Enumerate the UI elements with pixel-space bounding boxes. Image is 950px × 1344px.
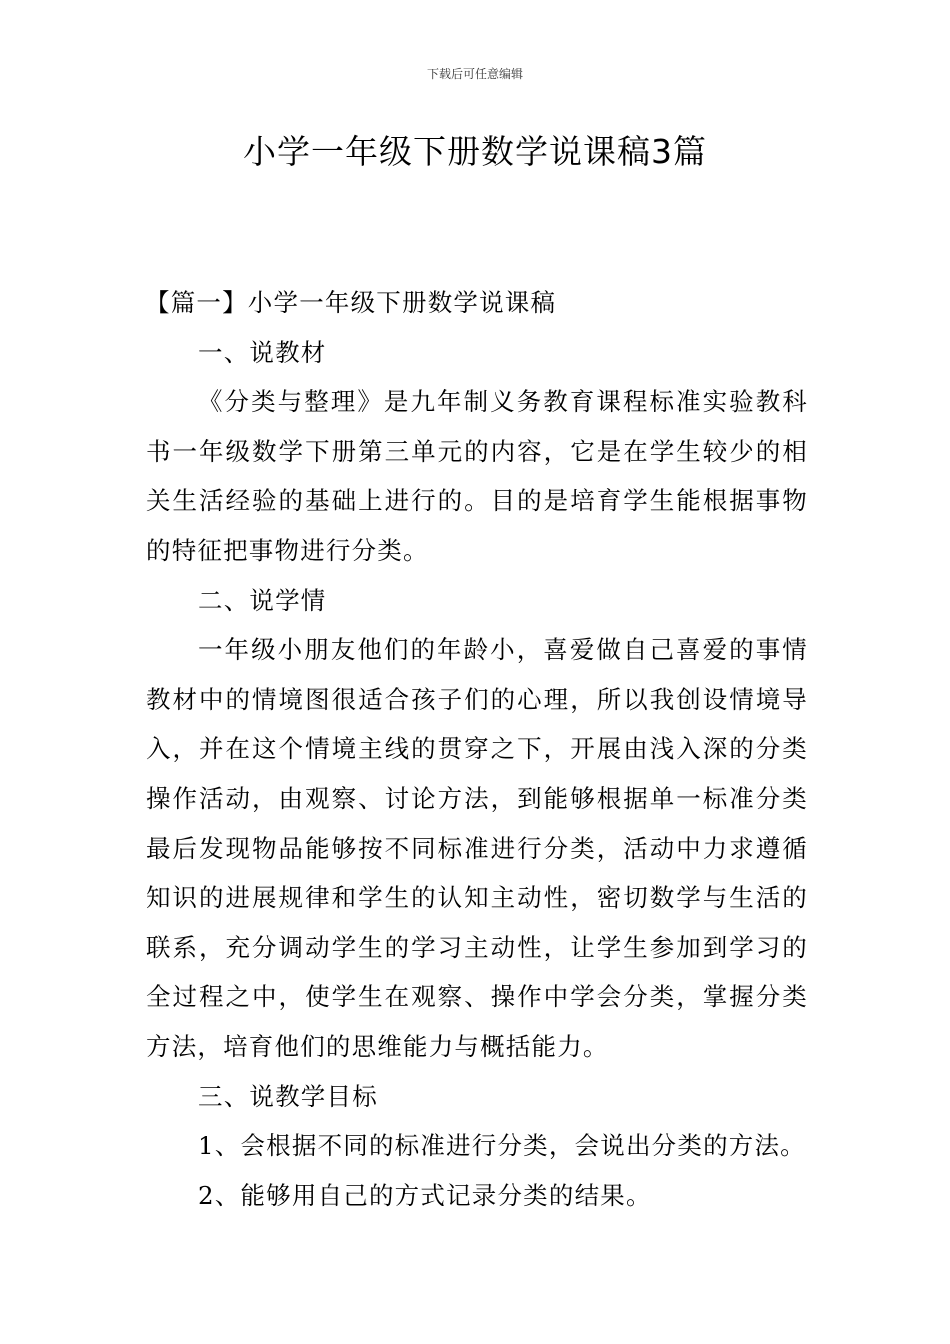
document-title: 小学一年级下册数学说课稿3篇 xyxy=(243,132,707,171)
paragraph-textbook: 《分类与整理》是九年制义务教育课程标准实验教科书一年级数学下册第三单元的内容，它是在学生较少的相关生活经验的基础上进行的。目的是培育学生能根据事物的特征把事物进行分类。 xyxy=(146,387,808,565)
document-body xyxy=(146,278,808,1220)
paragraph-students: 一年级小朋友他们的年龄小，喜爱做自己喜爱的事情教材中的情境图很适合孩子们的心理，所以我创设情境导入，并在这个情境主线的贯穿之下，开展由浅入深的分类操作活动，由观察、讨论方法，到能够根据单一标准分类最后发现物品能够按不同标准进行分类，活动中力求遵循知识的进展规律和学生的认知主动性，密切数学与生活的联系，充分调动学生的学习主动性，让学生参加到学习的全过程之中，使学生在观察、操作中学会分类，掌握分类方法，培育他们的思维能力与概括能力。 xyxy=(146,635,808,1061)
header-note: 下载后可任意编辑 xyxy=(426,67,523,81)
subheading-textbook: 一、说教材 xyxy=(198,337,327,367)
subheading-students: 二、说学情 xyxy=(198,585,327,615)
section-heading: 【篇一】小学一年级下册数学说课稿 xyxy=(145,288,557,317)
objective-item-2: 2、能够用自己的方式记录分类的结果。 xyxy=(198,1180,652,1210)
subheading-objectives: 三、说教学目标 xyxy=(198,1081,378,1111)
objective-item-1: 1、会根据不同的标准进行分类，会说出分类的方法。 xyxy=(198,1131,806,1161)
